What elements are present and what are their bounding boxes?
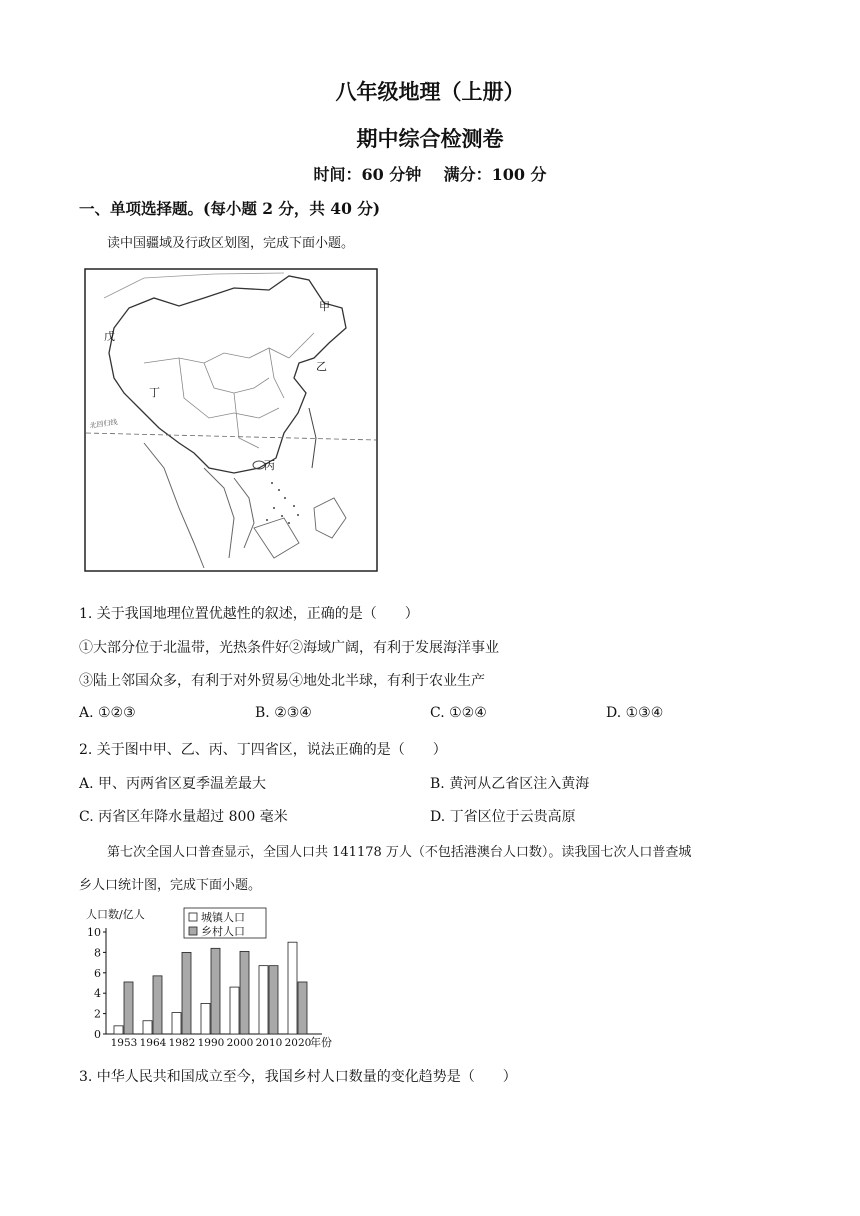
chart-ylabel: 人口数/亿人 bbox=[86, 908, 145, 921]
y-tick-label: 4 bbox=[94, 987, 101, 1001]
bar-urban-2000 bbox=[230, 987, 239, 1034]
bar-urban-2010 bbox=[259, 966, 268, 1034]
q1-option-c[interactable]: C. ①②④ bbox=[430, 705, 487, 721]
q2-option-c[interactable]: C. 丙省区年降水量超过 800 毫米 bbox=[79, 809, 288, 825]
q2-option-d[interactable]: D. 丁省区位于云贵高原 bbox=[430, 809, 576, 825]
exam-meta: 时间：60 分钟 满分：100 分 bbox=[313, 165, 547, 184]
x-tick-label: 1990 bbox=[197, 1037, 225, 1049]
y-tick-label: 6 bbox=[94, 966, 101, 980]
x-tick-label: 2020 bbox=[284, 1037, 312, 1049]
q1-line2: ③陆上邻国众多，有利于对外贸易④地处北半球，有利于农业生产 bbox=[79, 673, 485, 689]
bar-rural-2010 bbox=[269, 966, 278, 1034]
map-label-wu: 戊 bbox=[104, 330, 115, 343]
x-tick-label: 1953 bbox=[110, 1037, 138, 1049]
bar-rural-2020 bbox=[298, 982, 307, 1034]
bar-rural-1982 bbox=[182, 952, 191, 1034]
legend-swatch bbox=[189, 913, 197, 921]
population-bar-chart bbox=[84, 906, 344, 1050]
legend-label: 城镇人口 bbox=[201, 911, 245, 924]
bar-rural-2000 bbox=[240, 951, 249, 1034]
q2-stem: 2. 关于图中甲、乙、丙、丁四省区，说法正确的是（ ） bbox=[79, 742, 447, 758]
map-label-yi: 乙 bbox=[316, 360, 327, 373]
x-tick-label: 2010 bbox=[255, 1037, 283, 1049]
legend-label: 乡村人口 bbox=[201, 925, 245, 938]
chart-bars bbox=[114, 942, 307, 1034]
chart-xlabel: 年份 bbox=[310, 1036, 332, 1049]
map-label-ding: 丁 bbox=[149, 386, 160, 399]
q1-option-b[interactable]: B. ②③④ bbox=[255, 705, 312, 721]
bar-urban-1964 bbox=[143, 1021, 152, 1034]
q3-stem: 3. 中华人民共和国成立至今，我国乡村人口数量的变化趋势是（ ） bbox=[79, 1069, 517, 1085]
bar-urban-2020 bbox=[288, 942, 297, 1034]
chart-legend bbox=[184, 908, 266, 938]
legend-swatch bbox=[189, 927, 197, 935]
section-heading: 一、单项选择题。(每小题 2 分，共 40 分) bbox=[79, 199, 381, 218]
y-tick-label: 0 bbox=[94, 1028, 101, 1041]
map-label-jia: 甲 bbox=[319, 300, 330, 313]
x-tick-label: 1964 bbox=[139, 1037, 167, 1049]
x-tick-label: 2000 bbox=[226, 1037, 254, 1049]
q2-option-a[interactable]: A. 甲、丙两省区夏季温差最大 bbox=[79, 776, 267, 792]
tropic-label: 北回归线 bbox=[89, 418, 119, 430]
y-tick-label: 8 bbox=[94, 946, 101, 960]
y-tick-label: 2 bbox=[94, 1007, 101, 1021]
bar-urban-1982 bbox=[172, 1013, 181, 1034]
bar-urban-1990 bbox=[201, 1003, 210, 1034]
q1-stem: 1. 关于我国地理位置优越性的叙述，正确的是（ ） bbox=[79, 606, 419, 622]
exam-title: 八年级地理（上册） bbox=[335, 79, 525, 104]
bar-urban-1953 bbox=[114, 1026, 123, 1034]
bar-rural-1953 bbox=[124, 982, 133, 1034]
q2-option-b[interactable]: B. 黄河从乙省区注入黄海 bbox=[430, 776, 590, 792]
exam-subtitle: 期中综合检测卷 bbox=[356, 126, 504, 151]
passage2-line2: 乡人口统计图，完成下面小题。 bbox=[79, 878, 262, 893]
x-tick-label: 1982 bbox=[168, 1037, 196, 1049]
map-label-bing: 丙 bbox=[264, 459, 275, 472]
q1-line1: ①大部分位于北温带，光热条件好②海域广阔，有利于发展海洋事业 bbox=[79, 640, 499, 656]
china-map-figure bbox=[84, 268, 378, 572]
bar-rural-1964 bbox=[153, 976, 162, 1034]
y-tick-label: 10 bbox=[87, 926, 101, 939]
q1-option-d[interactable]: D. ①③④ bbox=[606, 705, 664, 721]
q1-option-a[interactable]: A. ①②③ bbox=[79, 705, 136, 721]
passage2-line1: 第七次全国人口普查显示，全国人口共 141178 万人（不包括港澳台人口数）。读我国七次人口普查城 bbox=[107, 845, 692, 860]
bar-rural-1990 bbox=[211, 948, 220, 1034]
map-intro: 读中国疆域及行政区划图，完成下面小题。 bbox=[107, 236, 355, 251]
